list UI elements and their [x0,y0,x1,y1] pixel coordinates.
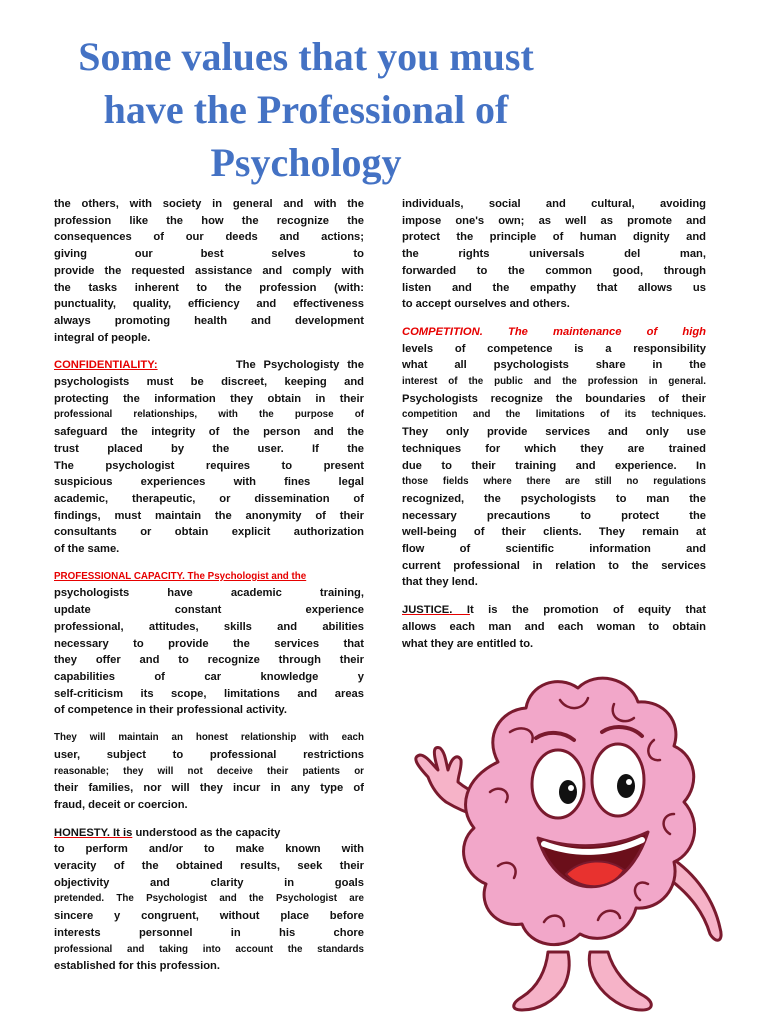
justice-heading: JUSTICE. I [402,604,470,617]
text-line: current professional in relation to the services [402,559,706,572]
text-line: necessary precautions to protect the [402,509,706,522]
text-line: psychologists have academic training, [54,587,364,600]
text-line: self-criticism its scope, limitations and areas [54,687,364,700]
text-line: necessary to provide the services that [54,637,364,650]
text-line: protect the principle of human dignity and [402,231,706,244]
text-line: user, subject to professional restrictions [54,748,364,761]
text-line: recognized, the psychologists to man the [402,492,706,505]
text-line: The psychologist requires to present [54,459,364,472]
page-title [0,30,612,189]
text-line: punctuality, quality, efficiency and effectiveness [54,298,364,311]
text-line: profession like the how the recognize the [54,214,364,227]
text-line: individuals, social and cultural, avoiding [402,198,706,210]
text-line: professional relationships, with the purpose of [54,409,364,421]
text-line: well-being of their clients. They remain at [402,526,706,539]
confidentiality-body [54,374,364,558]
text-line: psychologists must be discreet, keeping and [54,376,364,389]
text-line: sincere y congruent, without place before [54,910,364,923]
honesty-heading: HONESTY. It is [54,826,133,839]
right-pupil [617,774,635,798]
text-line: findings, must maintain the anonymity of their [54,509,364,522]
text-line: allows each man and each woman to obtain [402,620,706,633]
text-line: impose one's own; as well as promote and [402,214,706,227]
text-line: techniques for which they are trained [402,442,706,455]
capacity-heading: PROFESSIONAL CAPACITY. The Psychologist and the [54,570,307,582]
text-line: their families, nor will they incur in any type of [54,782,364,795]
text-line: They will maintain an honest relationship with each [54,732,364,744]
text-line: reasonable; they will not deceive their patients or [54,765,364,777]
confidentiality-heading: CONFIDENTIALITY: [54,359,158,372]
text-line: consequences of our deeds and actions; [54,231,364,244]
text-line: trust placed by the user. If the [54,442,364,455]
left-pupil [559,780,577,804]
text-line: safeguard the integrity of the person and the [54,426,364,439]
text-line: those fields where there are still no regulations [402,476,706,488]
left-leg [514,952,569,1010]
text-line: interests personnel in his chore [54,926,364,939]
text-line: capabilities of car knowledge y [54,670,364,683]
text-line: that they lend. [402,576,478,589]
text-line: to accept ourselves and others. [402,298,570,311]
title-line: Some values that you must [78,34,534,79]
text-line: competition and the limitations of its techniques. [402,409,706,421]
text-line: of competence in their professional activity. [54,704,287,717]
text-line: suspicious experiences with fines legal [54,476,364,489]
text-line: interest of the public and the profession in general. [402,376,706,388]
text-line: they offer and to recognize through their [54,654,364,667]
text-line: the tasks inherent to the profession (with: [54,281,364,294]
right-leg [589,952,651,1010]
honest-relationship-paragraph [54,730,364,814]
text-line: veracity of the obtained results, seek their [54,860,364,873]
text-line: flow of scientific information and [402,543,706,556]
honesty-first-line: understood as the capacity [135,826,281,839]
justice-body [402,619,706,652]
text-line: protecting the information they obtain in their [54,392,364,405]
brain-mascot-illustration [398,652,738,1017]
dignity-paragraph [402,196,706,313]
text-line: They only provide services and only use [402,426,706,439]
competition-heading: COMPETITION. The maintenance of high [402,325,706,338]
confidentiality-section [54,357,364,557]
text-line: objectivity and clarity in goals [54,876,364,889]
text-line: forwarded to the common good, through [402,264,706,277]
text-line: academic, therapeutic, or dissemination of [54,492,364,505]
intro-paragraph [54,196,364,346]
text-line: update constant experience [54,604,364,617]
right-column [402,196,706,663]
capacity-body [54,585,364,719]
text-line: due to their training and experience. In [402,459,706,472]
capacity-section [54,569,364,719]
left-column [54,196,364,986]
text-line: what they are entitled to. [402,637,534,650]
text-line: integral of people. [54,331,151,344]
text-line: Psychologists recognize the boundaries of their [402,392,706,405]
honesty-body [54,841,364,975]
text-line: listen and the empathy that allows us [402,281,706,294]
text-line: pretended. The Psychologist and the Psychologist are [54,893,364,905]
text-line: established for this profession. [54,960,220,973]
text-line: professional, attitudes, skills and abilities [54,620,364,633]
competition-section [402,324,706,591]
text-line: consultants or obtain explicit authorization [54,526,364,539]
justice-section [402,602,706,652]
text-line: the others, with society in general and with the [54,198,364,210]
text-line: provide the requested assistance and comply with [54,264,364,277]
text-line: always promoting health and development [54,314,364,327]
title-line: Psychology [210,140,402,185]
text-line: professional and taking into account the standards [54,943,364,955]
competition-body [402,341,706,592]
justice-first-line: t is the promotion of equity that [469,604,706,617]
text-line: fraud, deceit or coercion. [54,798,188,811]
left-eye [532,750,584,818]
text-line: what all psychologists share in the [402,359,706,372]
text-line: levels of competence is a responsibility [402,342,706,355]
brain-body [464,678,695,944]
text-line: of the same. [54,543,120,556]
text-line: to perform and/or to make known with [54,843,364,856]
text-line: giving our best selves to [54,248,364,261]
right-eye [592,744,644,816]
honesty-section [54,825,364,975]
title-line: have the Professional of [103,87,509,132]
text-line: the rights universals del man, [402,248,706,261]
confidentiality-first-line: The Psychologisty the [235,359,364,372]
